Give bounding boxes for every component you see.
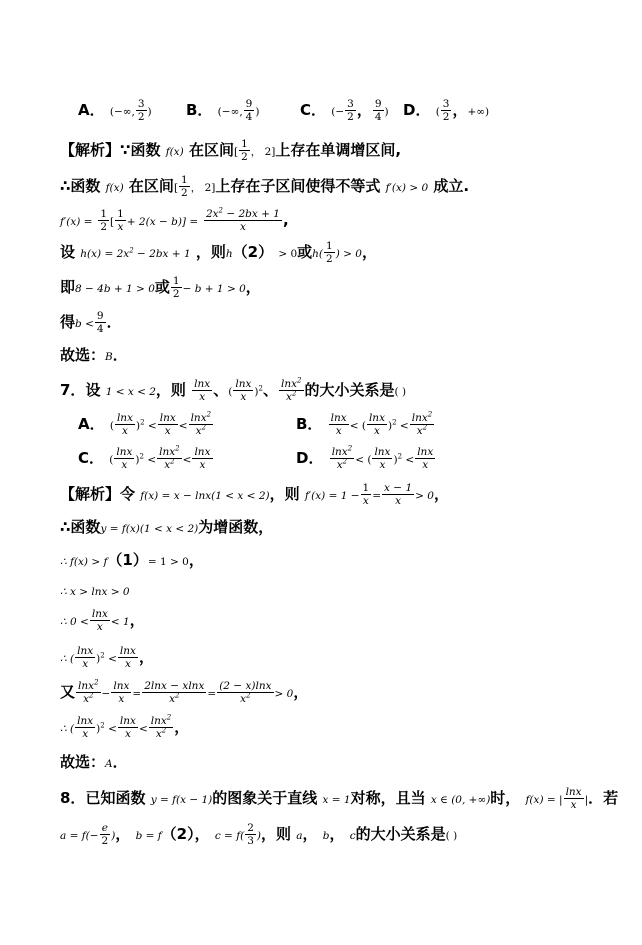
q6-answer: 故选：B． <box>60 346 128 364</box>
q6-analysis-line-4: 设 $h(x) = 2x^2 - 2bx + 1$ ，则h（2） > 0或h( $\frac{1}{2}$ ) > 0， <box>60 240 377 265</box>
q8-stem-line-2: a = f(− $\frac{e}{2}$ )， b = f（2）， c = f( $\frac{2}{3}$ )，则 a， b， c的大小关系是( ) <box>60 822 458 847</box>
q7-analysis-line-8: ∴ ( $\frac{\ln x}{x}$ )$^2$ < $\frac{\ln x}{x}$ < $\frac{\ln x^2}{x^2}$ ， <box>60 713 190 740</box>
q7-analysis-line-5: ∴ 0 < $\frac{\ln x}{x}$ < 1， <box>60 608 145 633</box>
q6-option-c: C． (− $\frac{3}{2}$ ， $\frac{9}{4}$ ) <box>300 98 389 123</box>
q6-analysis-line-6: 得b < $\frac{9}{4}$ ． <box>60 310 122 335</box>
q7-analysis-line-2: ∴函数y = f(x)(1 < x < 2)为增函数， <box>60 518 274 536</box>
q7-option-a: A． ( $\frac{\ln x}{x}$ )$^2$ < $\frac{\ln x}{x}$ < $\frac{\ln x^2}{x^2}$ <box>78 410 212 437</box>
q7-option-c: C． ( $\frac{\ln x}{x}$ )$^2$ < $\frac{\ln x^2}{x^2}$ < $\frac{\ln x}{x}$ <box>78 444 211 471</box>
q7-option-b: B． $\frac{\ln x}{x}$ < ( $\frac{\ln x}{x}$ )$^2$ < $\frac{\ln x^2}{x^2}$ <box>296 410 433 437</box>
q7-analysis-line-4: ∴ x > lnx > 0 <box>60 586 130 598</box>
q6-analysis-line-5: 即8 − 4b + 1 > 0或 $\frac{1}{2}$ − b + 1 > 0， <box>60 275 261 300</box>
q6-option-b: B． (−∞, $\frac{9}{4}$ ) <box>186 98 260 123</box>
q6-option-a: A． (−∞, $\frac{3}{2}$ ) <box>78 98 152 123</box>
q7-analysis-line-6: ∴ ( $\frac{\ln x}{x}$ )$^2$ < $\frac{\ln x}{x}$ ， <box>60 645 154 670</box>
q7-analysis-line-1: 【解析】令 f(x) = x − lnx(1 < x < 2)，则 f′(x) = 1 − $\frac{1}{x}$ = $\frac{x - 1}{x}$ > 0， <box>60 482 449 507</box>
q7-option-d: D． $\frac{\ln x^2}{x^2}$ < ( $\frac{\ln x}{x}$ )$^2$ < $\frac{\ln x}{x}$ <box>296 444 434 471</box>
q7-answer: 故选：A． <box>60 753 128 771</box>
q6-option-d: D． ( $\frac{3}{2}$ ，+∞) <box>403 98 490 123</box>
q6-analysis-line-1: 【解析】∵函数 f(x) 在区间[ $\frac{1}{2}$ ， 2]上存在单调增区间, <box>60 138 402 163</box>
q6-analysis-line-2: ∴函数 f(x) 在区间[ $\frac{1}{2}$ ， 2]上存在子区间使得不等式 f′(x) > 0 成立. <box>60 174 470 199</box>
q7-analysis-line-7: 又 $\frac{\ln x^2}{x^2}$ − $\frac{\ln x}{x}$ = $\frac{2\ln x - xlnx}{x^2}$ = $\frac{(2 - x)\ln x}{x^2}$ > 0， <box>60 678 309 705</box>
q7-analysis-line-3: ∴ f(x) > f（1）= 1 > 0， <box>60 551 204 569</box>
q8-stem-line-1: 8．已知函数 y = f(x − 1)的图象关于直线 x = 1对称，且当 x ∈ (0, +∞)时， f(x) = | $\frac{\ln x}{x}$ |．若 <box>60 786 619 811</box>
q6-derivative-line: f′(x) = $\frac{1}{2}$ [ $\frac{1}{x}$ + 2(x − b)] = $\frac{2x^2 - 2bx + 1}{x}$ , <box>60 206 289 233</box>
q7-stem: 7．设 1 < x < 2，则 $\frac{\ln x}{x}$ 、( $\frac{\ln x}{x}$ )$^2$、 $\frac{\ln x^2}{x^2}$ 的大小关系是( ) <box>60 376 407 403</box>
